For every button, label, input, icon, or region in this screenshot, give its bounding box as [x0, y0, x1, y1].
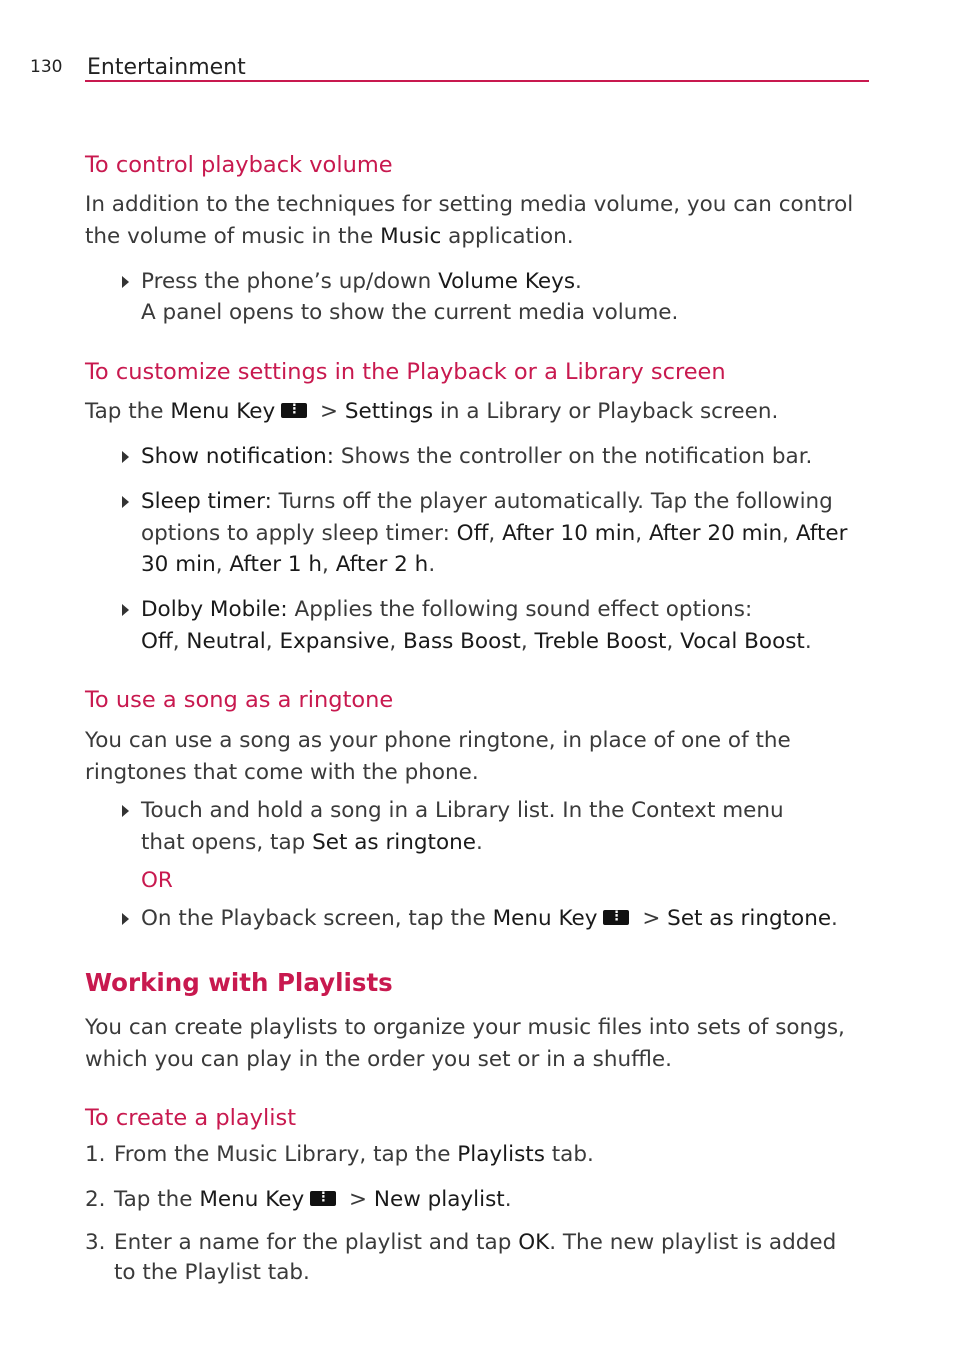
paragraph-ringtone-intro: You can use a song as your phone ringtone, in place of one of the ringtones that come with the phone. — [85, 728, 791, 785]
bullet-arrow-icon — [120, 451, 132, 465]
heading-working-with-playlists: Working with Playlists — [85, 968, 393, 997]
heading-customize-settings: To customize settings in the Playback or a Library screen — [85, 359, 726, 385]
step-text: Enter a name for the playlist and tap OK. The new playlist is added to the Playlist tab. — [114, 1230, 837, 1285]
paragraph-customize-intro: Tap the Menu Key⋮ > Settings in a Library or Playback screen. — [85, 396, 875, 428]
bullet-sleep-timer: Sleep timer: Turns off the player automatically. Tap the following options to apply sleep timer: Off, After 10 min, After 20 min, After 30 min, After 1 h, After 2 h. — [141, 489, 848, 577]
bullet-volume-note: A panel opens to show the current media volume. — [141, 300, 679, 325]
bullet-arrow-icon — [120, 913, 132, 927]
paragraph-playlists-intro: You can create playlists to organize your music files into sets of songs, which you can play in the order you set or in a shuffle. — [85, 1015, 845, 1072]
bullet-dolby-mobile: Dolby Mobile: Applies the following sound effect options: Off, Neutral, Expansive, Bass Boost, Treble Boost, Vocal Boost. — [141, 597, 812, 654]
bullet-show-notification: Show notification: Shows the controller on the notification bar. — [141, 444, 813, 469]
heading-playback-volume: To control playback volume — [85, 152, 393, 178]
bullet-arrow-icon — [120, 805, 132, 819]
bullet-volume-keys: Press the phone’s up/down Volume Keys. — [141, 269, 582, 294]
heading-ringtone: To use a song as a ringtone — [85, 687, 394, 713]
bullet-arrow-icon — [120, 604, 132, 618]
menu-key-icon — [603, 910, 629, 925]
menu-key-icon — [281, 403, 307, 418]
step-text: From the Music Library, tap the Playlists tab. — [114, 1142, 594, 1167]
bullet-arrow-icon — [120, 496, 132, 510]
or-label: OR — [141, 868, 173, 893]
section-title: Entertainment — [87, 55, 246, 80]
step-number: 3. — [85, 1230, 106, 1255]
step-number: 1. — [85, 1142, 106, 1167]
header-rule — [85, 80, 869, 82]
step-text: Tap the Menu Key⋮ > New playlist. — [114, 1185, 874, 1215]
menu-key-icon — [310, 1191, 336, 1206]
bullet-arrow-icon — [120, 276, 132, 290]
heading-create-playlist: To create a playlist — [85, 1105, 297, 1131]
paragraph-playback-intro: In addition to the techniques for setting media volume, you can control the volume of music in the Music application. — [85, 192, 854, 249]
bullet-playback-screen: On the Playback screen, tap the Menu Key⋮ > Set as ringtone. — [141, 903, 876, 935]
bullet-touch-hold: Touch and hold a song in a Library list. In the Context menu that opens, tap Set as ringtone. — [141, 798, 784, 855]
page-number: 130 — [30, 57, 63, 77]
step-number: 2. — [85, 1187, 106, 1212]
